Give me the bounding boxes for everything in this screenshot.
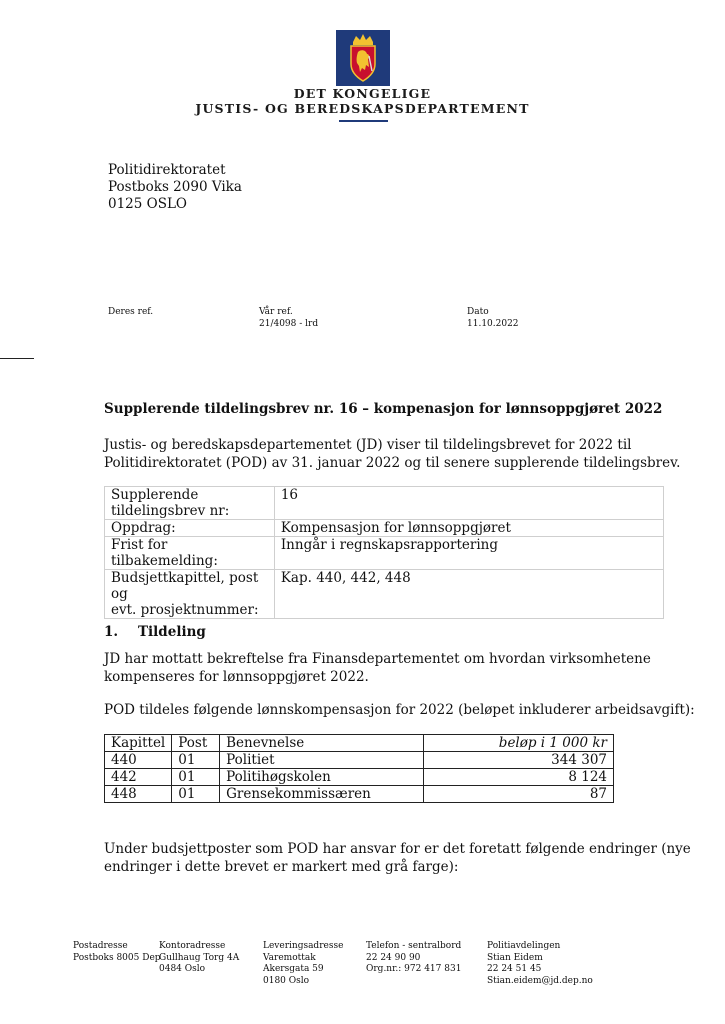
header-cell: Benevnelse <box>220 735 424 752</box>
var-ref-label: Vår ref. <box>259 307 293 317</box>
table-cell-label <box>105 570 275 619</box>
footer-line: 22 24 51 45 <box>487 964 542 974</box>
table-cell-label <box>105 487 275 520</box>
section-number: 1. <box>104 624 119 640</box>
table-cell: 01 <box>172 752 220 769</box>
header-cell: Kapittel <box>105 735 172 752</box>
table-cell-label <box>105 537 275 570</box>
dato-value: 11.10.2022 <box>467 319 519 329</box>
section-paragraph-line: endringer i dette brevet er markert med grå farge): <box>104 859 459 875</box>
footer-line: Org.nr.: 972 417 831 <box>366 964 462 974</box>
footer-line: Postadresse <box>73 941 128 951</box>
table-row <box>105 769 614 786</box>
footer-line: Politiavdelingen <box>487 941 561 951</box>
letterhead-underline <box>339 120 388 122</box>
coat-of-arms-logo <box>336 30 390 86</box>
footer-telefon <box>366 941 461 976</box>
section-heading <box>104 624 206 640</box>
footer-line: Stian Eidem <box>487 952 543 963</box>
table-row <box>105 520 664 537</box>
table-cell-label <box>105 520 275 537</box>
intro-line: Justis- og beredskapsdepartementet (JD) viser til tildelingsbrevet for 2022 til <box>104 437 632 453</box>
table-row <box>105 570 664 619</box>
header-cell: Post <box>172 735 220 752</box>
letter-title: Supplerende tildelingsbrev nr. 16 – kompenasjon for lønnsoppgjøret 2022 <box>104 401 663 417</box>
footer-line: 22 24 90 90 <box>366 952 421 963</box>
label-line: Frist for tilbakemelding: <box>111 537 218 569</box>
header-cell: beløp i 1 000 kr <box>423 735 613 752</box>
footer-leveringsadresse <box>263 941 343 987</box>
footer-line: 0180 Oslo <box>263 975 310 986</box>
table-cell: 440 <box>105 752 172 769</box>
label-line: tildelingsbrev nr: <box>111 503 230 519</box>
recipient-line: 0125 OSLO <box>108 196 187 212</box>
table-cell: 8 124 <box>423 769 613 786</box>
department-name-line2: JUSTIS- OG BEREDSKAPSDEPARTEMENT <box>195 101 530 116</box>
allocation-table <box>104 734 614 803</box>
table-row <box>105 537 664 570</box>
table-row <box>105 786 614 803</box>
table-row <box>105 487 664 520</box>
table-cell-value: Kompensasjon for lønnsoppgjøret <box>274 520 663 537</box>
label-line: Oppdrag: <box>111 520 176 536</box>
table-cell: Politihøgskolen <box>220 769 424 786</box>
intro-line: Politidirektoratet (POD) av 31. januar 2022 og til senere supplerende tildelingsbrev. <box>104 455 681 471</box>
recipient-line: Politidirektoratet <box>108 162 226 178</box>
footer-line: Leveringsadresse <box>263 941 344 951</box>
footer-line: Akersgata 59 <box>263 964 324 974</box>
footer-line: Postboks 8005 Dep <box>73 952 161 963</box>
footer-kontoradresse <box>159 941 239 976</box>
table-cell-value: 16 <box>274 487 663 520</box>
table-cell: Politiet <box>220 752 424 769</box>
dato-label: Dato <box>467 307 489 317</box>
table-row <box>105 752 614 769</box>
table-cell: 344 307 <box>423 752 613 769</box>
section-paragraph-line: JD har mottatt bekreftelse fra Finansdepartementet om hvordan virksomhetene <box>104 651 651 667</box>
var-ref-value: 21/4098 - lrd <box>259 319 319 329</box>
table-cell: 87 <box>423 786 613 803</box>
footer-line: Telefon - sentralbord <box>366 941 462 951</box>
assignment-info-table <box>104 486 664 619</box>
section-paragraph-line: POD tildeles følgende lønnskompensasjon for 2022 (beløpet inkluderer arbeidsavgift): <box>104 702 695 718</box>
table-cell-value: Inngår i regnskapsrapportering <box>274 537 663 570</box>
footer-line: 0484 Oslo <box>159 964 206 974</box>
footer-line: Varemottak <box>263 952 316 963</box>
section-title: Tildeling <box>138 624 206 640</box>
label-line: Supplerende <box>111 487 199 503</box>
footer-line: Gullhaug Torg 4A <box>159 952 240 963</box>
label-line: Budsjettkapittel, post og <box>111 570 259 602</box>
footer-postadresse <box>73 941 161 964</box>
section-paragraph-line: kompenseres for lønnsoppgjøret 2022. <box>104 669 369 685</box>
table-cell-value: Kap. 440, 442, 448 <box>274 570 663 619</box>
table-cell: 01 <box>172 786 220 803</box>
table-header-row <box>105 735 614 752</box>
table-cell: 448 <box>105 786 172 803</box>
footer-avdeling <box>487 941 593 987</box>
section-paragraph-line: Under budsjettposter som POD har ansvar for er det foretatt følgende endringer (nye <box>104 841 691 857</box>
deres-ref-label: Deres ref. <box>108 307 154 317</box>
department-name-line1: DET KONGELIGE <box>293 86 432 101</box>
table-cell: 442 <box>105 769 172 786</box>
table-cell: Grensekommissæren <box>220 786 424 803</box>
recipient-line: Postboks 2090 Vika <box>108 179 242 195</box>
fold-mark <box>0 358 34 359</box>
footer-line: Kontoradresse <box>159 941 226 951</box>
footer-email[interactable]: Stian.eidem@jd.dep.no <box>487 975 593 986</box>
table-cell: 01 <box>172 769 220 786</box>
label-line: evt. prosjektnummer: <box>111 602 259 618</box>
